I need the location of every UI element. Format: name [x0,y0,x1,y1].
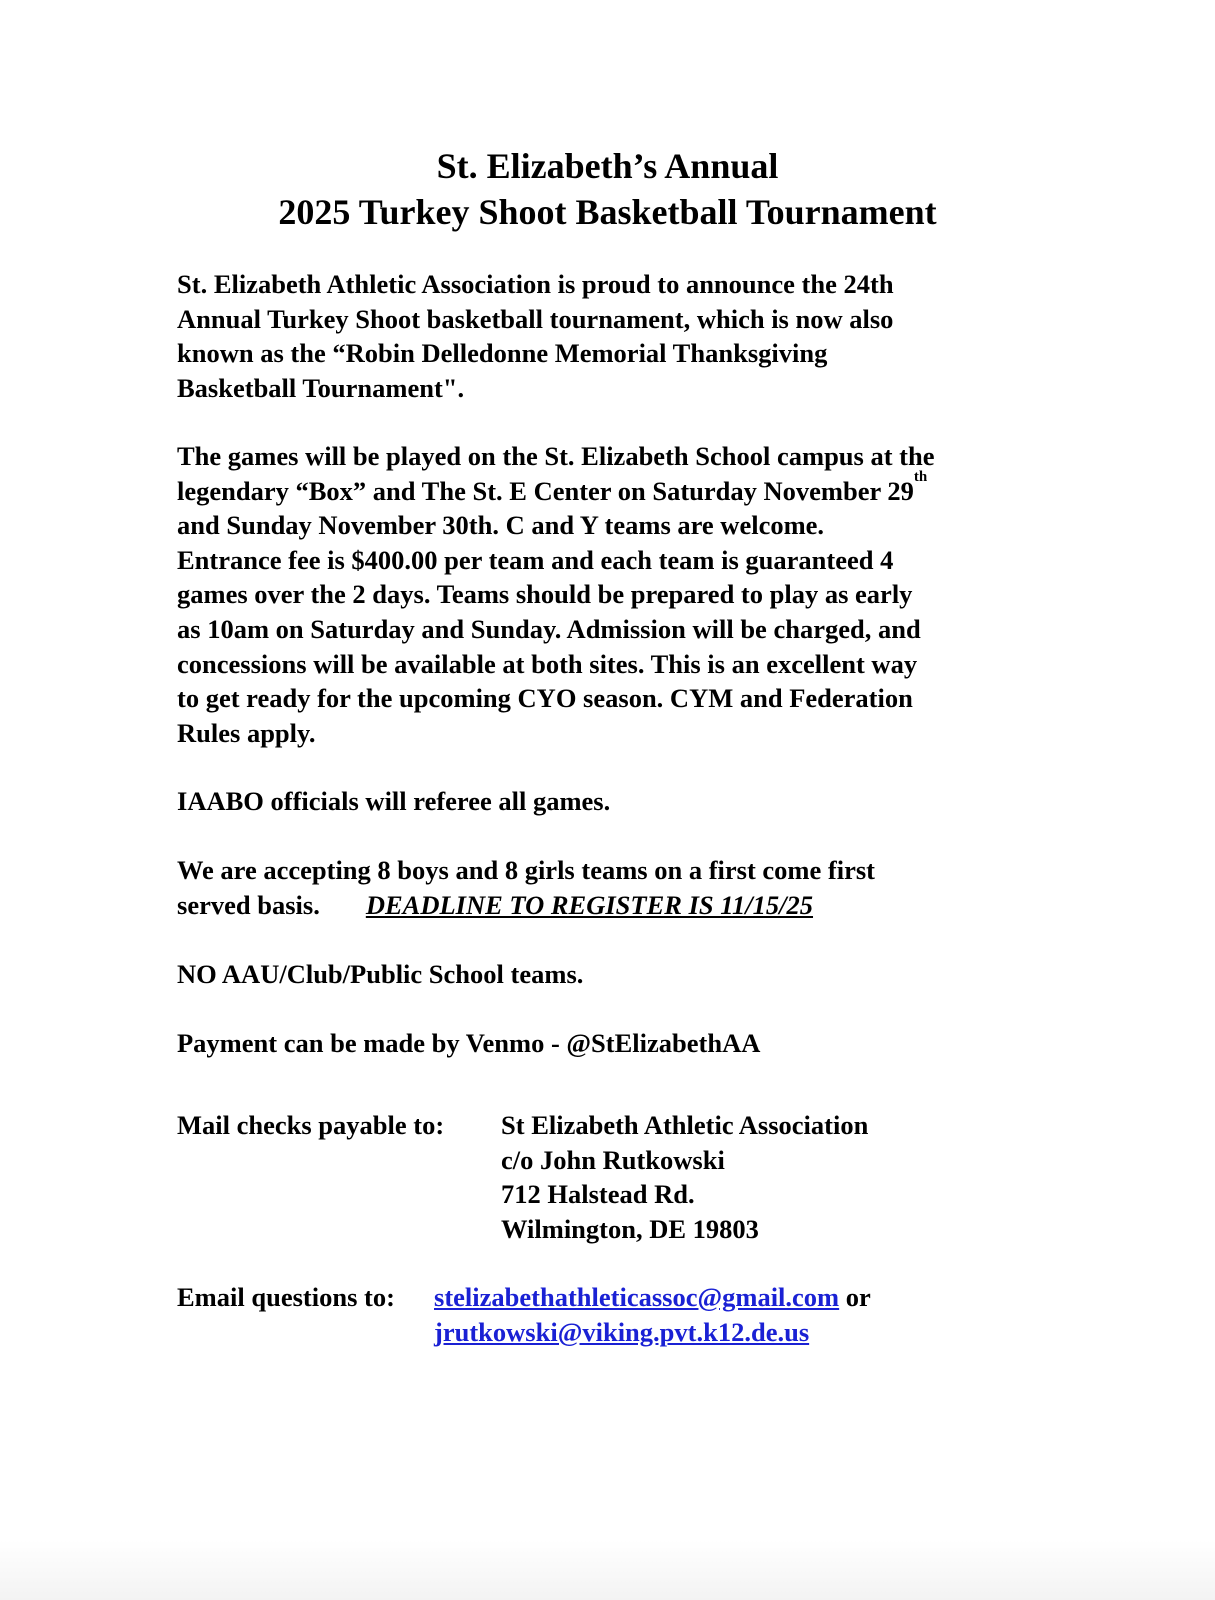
address-line: c/o John Rutkowski [501,1144,725,1175]
document-title [0,143,1215,235]
title-line-2: 2025 Turkey Shoot Basketball Tournament [278,192,937,232]
address-line: Wilmington, DE 19803 [501,1213,759,1244]
email-link-primary[interactable]: stelizabethathleticassoc@gmail.com [434,1282,840,1312]
details-paragraph [177,439,935,750]
ordinal-suffix: th [913,468,928,485]
details-line: The games will be played on the St. Elizabeth School campus at the [177,441,935,471]
registration-deadline: DEADLINE TO REGISTER IS 11/15/25 [365,889,814,920]
intro-line: Annual Turkey Shoot basketball tournament, which is now also [177,303,894,334]
email-label: Email questions to: [177,1282,395,1312]
restriction-paragraph: NO AAU/Club/Public School teams. [177,959,584,989]
intro-line: known as the “Robin Delledonne Memorial Thanksgiving [177,338,828,369]
email-line [434,1280,871,1315]
accepting-line-text: served basis. [177,889,320,920]
payment-paragraph: Payment can be made by Venmo - @StElizabethAA [177,1028,761,1058]
address-line: St Elizabeth Athletic Association [501,1110,869,1140]
mail-label: Mail checks payable to: [177,1110,445,1140]
details-line: Rules apply. [177,717,316,748]
officials-paragraph: IAABO officials will referee all games. [177,786,611,816]
intro-line: St. Elizabeth Athletic Association is proud to announce the 24th [177,269,894,299]
address-line: 712 Halstead Rd. [501,1179,695,1210]
title-line-1: St. Elizabeth’s Annual [436,146,779,186]
details-line-text: legendary “Box” and The St. E Center on Saturday November 29 [177,475,914,506]
details-line: and Sunday November 30th. C and Y teams are welcome. [177,510,825,541]
accepting-line: We are accepting 8 boys and 8 girls teams on a first come first [177,855,875,885]
details-line: concessions will be available at both sites. This is an excellent way [177,648,918,679]
accepting-paragraph [177,853,875,922]
details-line [177,468,935,509]
details-line: to get ready for the upcoming CYO season. CYM and Federation [177,683,913,714]
intro-paragraph [177,267,894,405]
email-list [434,1280,871,1349]
email-line [434,1315,871,1350]
details-line: Entrance fee is $400.00 per team and each team is guaranteed 4 [177,544,894,575]
accepting-line [177,888,875,923]
mailing-address [501,1108,868,1246]
intro-line: Basketball Tournament". [177,372,465,403]
or-text: or [845,1282,871,1312]
details-line: as 10am on Saturday and Sunday. Admission will be charged, and [177,613,921,644]
email-link-secondary[interactable]: jrutkowski@viking.pvt.k12.de.us [434,1316,810,1347]
details-line: games over the 2 days. Teams should be prepared to play as early [177,579,913,610]
